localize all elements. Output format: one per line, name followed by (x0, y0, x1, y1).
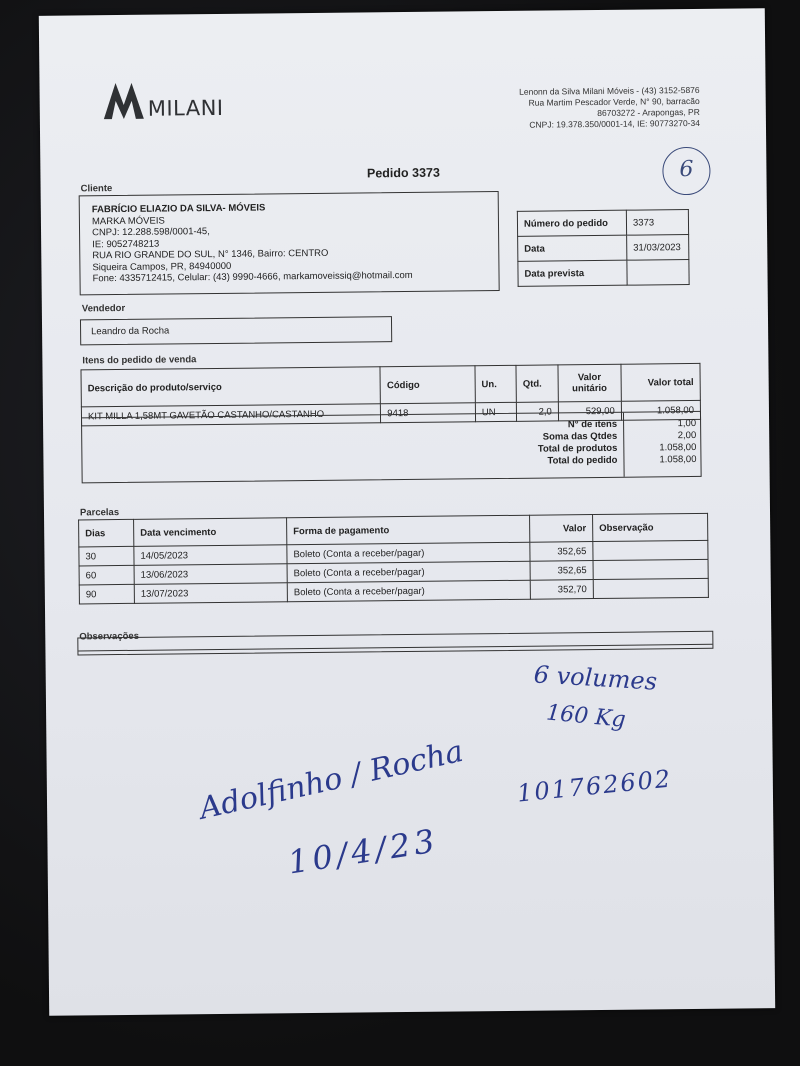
order-meta-table (517, 209, 690, 287)
handwritten-signature: Adolfinho / Rocha (196, 733, 467, 827)
client-cnpj: CNPJ: 12.288.598/0001-45, (92, 226, 210, 239)
installment-payment-method: Boleto (Conta a receber/pagar) (287, 542, 530, 564)
milani-logo (101, 76, 252, 128)
order-total-value: 1.058,00 (659, 453, 697, 466)
column-header: Qtd. (516, 365, 558, 402)
company-line: CNPJ: 19.378.350/0001-14, IE: 90773270-34 (529, 117, 700, 130)
handwritten-date: 10/4/23 (285, 821, 441, 882)
totals-summary (417, 412, 701, 479)
installment-payment-method: Boleto (Conta a receber/pagar) (287, 561, 530, 583)
installment-due-date: 13/07/2023 (134, 583, 287, 604)
column-header: Valor (530, 515, 593, 543)
client-city: Siqueira Campos, PR, 84940000 (92, 260, 232, 273)
qty-sum-value: 2,00 (677, 429, 697, 442)
installment-note (593, 578, 708, 598)
seller-box (80, 316, 392, 345)
installment-days: 90 (79, 584, 134, 604)
installment-days: 60 (79, 565, 134, 585)
brand-name: MILANI (147, 95, 224, 121)
products-total-value: 1.058,00 (659, 441, 697, 454)
client-address: RUA RIO GRANDE DO SUL, N° 1346, Bairro: CENTRO (92, 247, 329, 262)
column-header: Un. (475, 365, 517, 402)
company-line: Rua Martim Pescador Verde, N° 90, barracão (528, 95, 700, 108)
item-unit-price: 529,00 (558, 401, 621, 421)
table-row (518, 260, 689, 287)
observations-divider (78, 644, 712, 652)
client-ie: IE: 9052748213 (92, 238, 160, 250)
client-name: FABRÍCIO ELIAZIO DA SILVA- MÓVEIS (91, 202, 266, 216)
table-header-row (81, 363, 700, 406)
column-header: Dias (79, 519, 134, 547)
totals-box (81, 411, 702, 483)
table-row (518, 235, 689, 262)
total-items-label: N° de itens (567, 418, 618, 431)
installment-payment-method: Boleto (Conta a receber/pagar) (287, 580, 530, 602)
handwritten-weight: 160 Kg (545, 700, 627, 733)
handwritten-circled-number: 6 (662, 147, 711, 196)
order-date-label: Data (518, 235, 627, 261)
handwritten-volumes: 6 volumes (533, 660, 658, 696)
column-header: Código (380, 366, 475, 404)
installment-due-date: 14/05/2023 (134, 545, 287, 566)
seller-name: Leandro da Rocha (91, 325, 170, 338)
installment-amount: 352,65 (530, 542, 593, 562)
totals-labels (417, 413, 625, 479)
order-title: Pedido 3373 (366, 165, 440, 181)
milani-m-icon (101, 77, 151, 122)
client-box (79, 191, 500, 295)
installment-amount: 352,70 (530, 580, 593, 600)
order-document (39, 8, 775, 1016)
column-header: Forma de pagamento (287, 515, 530, 545)
handwritten-code: 101762602 (515, 764, 674, 808)
company-info (440, 85, 700, 132)
item-unit: UN (475, 402, 516, 421)
observations-label: Observações (79, 630, 140, 643)
column-header: Valor unitário (558, 364, 621, 402)
installments-label: Parcelas (79, 507, 120, 519)
totals-values (624, 412, 701, 477)
column-header: Observação (593, 513, 708, 541)
item-total: 1.058,00 (621, 400, 700, 420)
company-line: 86703272 - Arapongas, PR (597, 106, 700, 118)
column-header: Descrição do produto/serviço (81, 367, 381, 407)
table-row (517, 210, 688, 237)
installment-due-date: 13/06/2023 (134, 564, 287, 585)
qty-sum-label: Soma das Qtdes (542, 430, 618, 443)
products-total-label: Total de produtos (537, 442, 618, 455)
total-items-value: 1,00 (677, 417, 697, 430)
installment-days: 30 (79, 546, 134, 566)
installment-note (593, 559, 708, 579)
installment-amount: 352,65 (530, 561, 593, 581)
order-number-label: Número do pedido (517, 210, 626, 236)
client-label: Cliente (80, 183, 113, 195)
order-number-value: 3373 (626, 210, 688, 236)
order-date-value: 31/03/2023 (627, 235, 689, 261)
column-header: Data vencimento (134, 518, 287, 547)
item-qty: 2,0 (516, 402, 558, 421)
order-total-label: Total do pedido (547, 454, 618, 467)
column-header: Valor total (621, 363, 701, 401)
client-phone: Fone: 4335712415, Celular: (43) 9990-4666, markamoveissiq@hotmail.com (92, 269, 413, 285)
item-description: KIT MILLA 1,58MT GAVETÃO CASTANHO/CASTANHO (81, 404, 380, 426)
installment-note (593, 540, 708, 560)
client-trade-name: MARKA MÓVEIS (91, 215, 165, 227)
installments-table (78, 513, 709, 605)
company-line: Lenonn da Silva Milani Móveis - (43) 3152-5876 (519, 84, 700, 97)
expected-date-label: Data prevista (518, 260, 627, 286)
seller-label: Vendedor (81, 302, 126, 315)
expected-date-value (627, 260, 689, 286)
items-label: Itens do pedido de venda (82, 354, 197, 367)
observations-box (77, 631, 713, 656)
item-code: 9418 (381, 403, 476, 423)
